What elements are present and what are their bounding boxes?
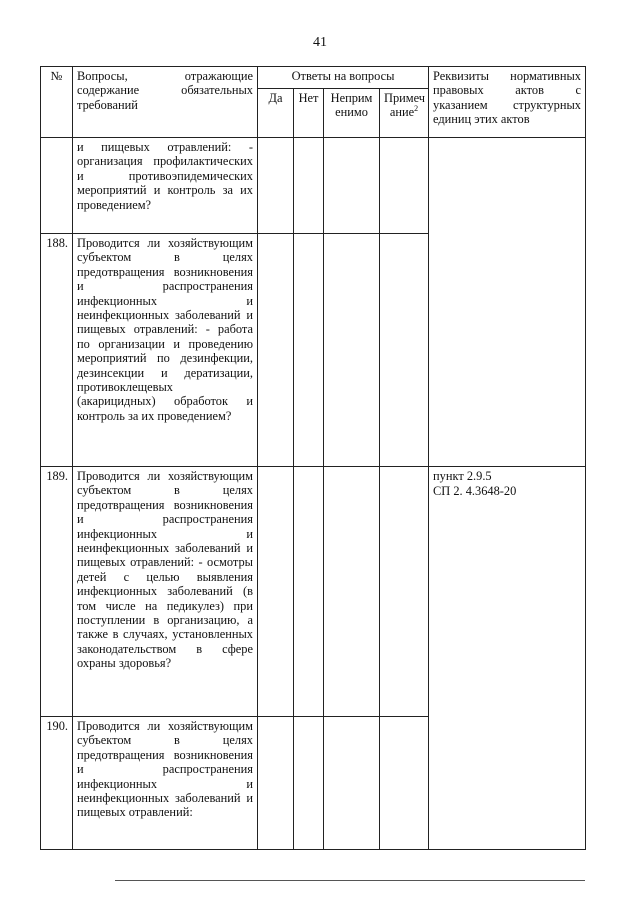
answer-no-cell[interactable] — [294, 717, 324, 850]
header-yes: Да — [258, 89, 294, 138]
header-questions-text: Вопросы, отражающие содержание обязательных требований — [77, 69, 253, 112]
answer-yes-cell[interactable] — [258, 234, 294, 467]
answer-note-cell[interactable] — [380, 467, 429, 717]
answer-not-applicable-cell[interactable] — [324, 234, 380, 467]
row-question: Проводится ли хозяйствующим субъектом в целях предотвращения возникновения и распространения инфекционных и неинфекционных заболеваний и пищевых отравлений: - осмотры детей с целью выявления инфекционных заболеваний (в том числе на педикулез) при поступлении в организацию, а также в случаях, установленных законодательством в сфере охраны здоровья? — [73, 467, 258, 717]
page-number: 41 — [313, 35, 327, 50]
row-number — [41, 138, 73, 234]
requisites-act: СП 2. 4.3648-20 — [433, 484, 517, 498]
header-note-line1: Примеч — [384, 91, 426, 105]
answer-not-applicable-cell[interactable] — [324, 717, 380, 850]
row-question: и пищевых отравлений: - организация профилактических и противоэпидемических мероприятий и контроль за их проведением? — [73, 138, 258, 234]
header-requisites: Реквизиты нормативных правовых актов с указанием структурных единиц этих актов — [429, 67, 586, 138]
table-row — [41, 467, 586, 717]
header-no: Нет — [294, 89, 324, 138]
row-number: 189. — [41, 467, 73, 717]
answer-no-cell[interactable] — [294, 234, 324, 467]
checklist-table — [40, 66, 586, 850]
answer-note-cell[interactable] — [380, 138, 429, 234]
answer-note-cell[interactable] — [380, 717, 429, 850]
header-not-applicable-line2: енимо — [335, 105, 368, 120]
answer-no-cell[interactable] — [294, 138, 324, 234]
answer-yes-cell[interactable] — [258, 138, 294, 234]
answer-not-applicable-cell[interactable] — [324, 467, 380, 717]
header-note-footnote: 2 — [414, 104, 419, 114]
header-num: № — [41, 67, 73, 138]
header-not-applicable — [324, 89, 380, 138]
requisites-clause: пункт 2.9.5 — [433, 469, 492, 483]
header-note-line2: ание — [389, 105, 415, 120]
row-requisites — [429, 467, 586, 850]
table-row — [41, 138, 586, 234]
header-questions — [73, 67, 258, 138]
header-not-applicable-line1: Неприм — [330, 91, 373, 105]
row-question: Проводится ли хозяйствующим субъектом в целях предотвращения возникновения и распространения инфекционных и неинфекционных заболеваний и пищевых отравлений: - работа по организации и проведению мероприятий по дезинфекции, дезинсекции и дератизации, противоклещевых (акарицидных) обработок и контроль за их проведением? — [73, 234, 258, 467]
row-question: Проводится ли хозяйствующим субъектом в целях предотвращения возникновения и распространения инфекционных и неинфекционных заболеваний и пищевых отравлений: — [73, 717, 258, 850]
header-answers: Ответы на вопросы — [258, 67, 429, 89]
answer-yes-cell[interactable] — [258, 467, 294, 717]
row-number: 188. — [41, 234, 73, 467]
answer-not-applicable-cell[interactable] — [324, 138, 380, 234]
header-row — [41, 67, 586, 89]
header-note — [380, 89, 429, 138]
row-requisites — [429, 138, 586, 467]
answer-yes-cell[interactable] — [258, 717, 294, 850]
answer-no-cell[interactable] — [294, 467, 324, 717]
page-bottom-rule — [115, 880, 585, 881]
answer-note-cell[interactable] — [380, 234, 429, 467]
row-number: 190. — [41, 717, 73, 850]
